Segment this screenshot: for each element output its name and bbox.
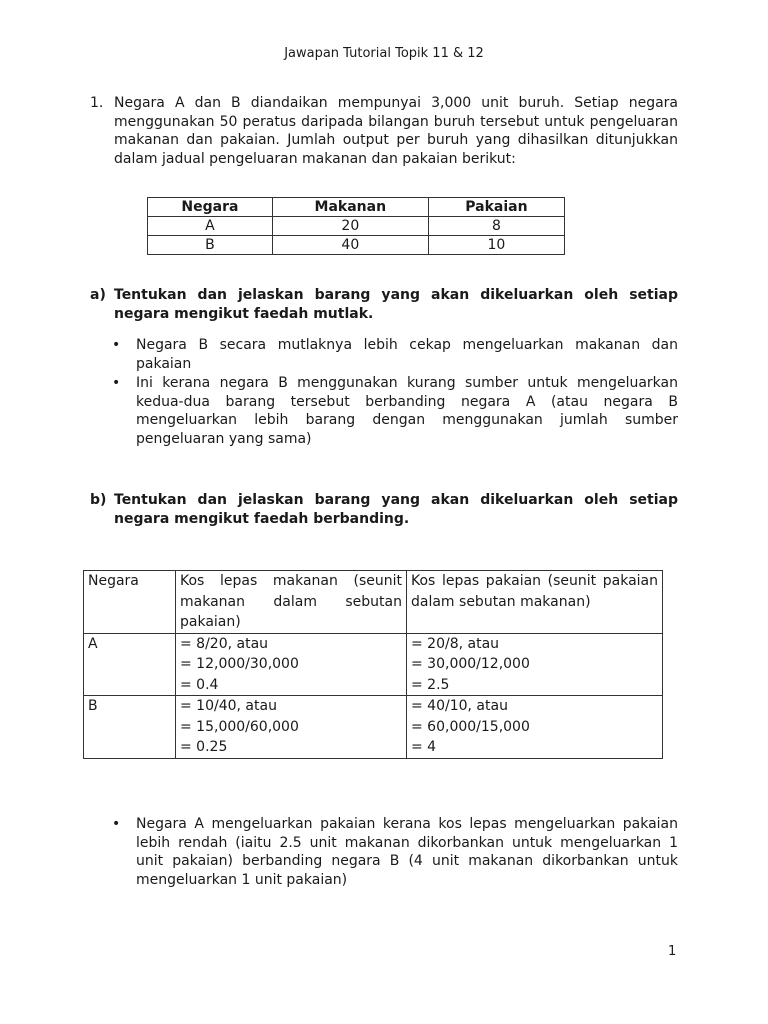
table-row bbox=[148, 236, 565, 255]
table-row bbox=[84, 633, 663, 696]
table-cell: A bbox=[84, 633, 176, 696]
part-a-text: Tentukan dan jelaskan barang yang akan dikeluarkan oleh setiap negara mengikut faedah mutlak. bbox=[114, 287, 678, 322]
table-header-row bbox=[84, 571, 663, 634]
list-item bbox=[112, 374, 678, 448]
cell-line: = 10/40, atau bbox=[180, 698, 277, 714]
header-makanan: Makanan bbox=[272, 198, 428, 217]
table-cell bbox=[407, 633, 663, 696]
opportunity-cost-table bbox=[83, 570, 663, 759]
table-cell: B bbox=[148, 236, 273, 255]
list-item bbox=[112, 336, 678, 373]
cell-line: = 4 bbox=[411, 739, 437, 755]
part-b-label: b) bbox=[90, 492, 107, 508]
header-kos-pakaian: Kos lepas pakaian (seunit pakaian dalam sebutan makanan) bbox=[407, 571, 663, 634]
cell-line: = 0.25 bbox=[180, 739, 228, 755]
bullet-text: Ini kerana negara B menggunakan kurang sumber untuk mengeluarkan kedua-dua barang tersebut berbanding negara A (atau negara B mengeluarkan lebih barang dengan menggunakan jumlah sumber pengeluaran yang sama) bbox=[136, 375, 678, 447]
output-table bbox=[147, 197, 565, 255]
table-cell bbox=[176, 633, 407, 696]
part-b-bullets bbox=[112, 815, 678, 890]
table-row bbox=[84, 696, 663, 759]
part-a-question bbox=[90, 286, 678, 323]
table-row bbox=[148, 217, 565, 236]
part-b-question bbox=[90, 491, 678, 528]
table-cell: 10 bbox=[428, 236, 564, 255]
cell-line: = 60,000/15,000 bbox=[411, 718, 530, 735]
cell-line: = 8/20, atau bbox=[180, 635, 269, 652]
table-cell bbox=[176, 696, 407, 759]
header-negara: Negara bbox=[84, 571, 176, 634]
cell-line: = 30,000/12,000 bbox=[411, 656, 530, 672]
header-negara: Negara bbox=[148, 198, 273, 217]
table-cell: 8 bbox=[428, 217, 564, 236]
table-cell: 20 bbox=[272, 217, 428, 236]
cell-line: = 12,000/30,000 bbox=[180, 656, 299, 672]
cell-line: = 20/8, atau bbox=[411, 635, 500, 652]
header-pakaian: Pakaian bbox=[428, 198, 564, 217]
bullet-icon: • bbox=[112, 337, 121, 353]
part-a-label: a) bbox=[90, 287, 106, 303]
table-cell: 40 bbox=[272, 236, 428, 255]
table-cell: B bbox=[84, 696, 176, 759]
cell-line: = 40/10, atau bbox=[411, 698, 508, 714]
cell-line: = 0.4 bbox=[180, 676, 219, 693]
bullet-icon: • bbox=[112, 375, 121, 391]
question-number: 1. bbox=[90, 95, 104, 111]
cell-line: = 15,000/60,000 bbox=[180, 718, 299, 735]
page-header: Jawapan Tutorial Topik 11 & 12 bbox=[284, 46, 484, 61]
table-cell: A bbox=[148, 217, 273, 236]
bullet-text: Negara A mengeluarkan pakaian kerana kos lepas mengeluarkan pakaian lebih rendah (iaitu 2.5 unit makanan dikorbankan untuk mengeluarkan 1 unit pakaian) berbanding negara B (4 unit makanan dikorbankan untuk mengeluarkan 1 unit pakaian) bbox=[136, 816, 678, 888]
page-number: 1 bbox=[668, 944, 677, 959]
bullet-text: Negara B secara mutlaknya lebih cekap mengeluarkan makanan dan pakaian bbox=[136, 337, 678, 372]
header-kos-makanan: Kos lepas makanan (seunit makanan dalam sebutan pakaian) bbox=[176, 571, 407, 634]
table-cell bbox=[407, 696, 663, 759]
table-header-row bbox=[148, 198, 565, 217]
cell-line: = 2.5 bbox=[411, 676, 450, 693]
part-b-text: Tentukan dan jelaskan barang yang akan dikeluarkan oleh setiap negara mengikut faedah berbanding. bbox=[114, 492, 678, 527]
bullet-icon: • bbox=[112, 816, 121, 832]
question-text: Negara A dan B diandaikan mempunyai 3,000 unit buruh. Setiap negara menggunakan 50 peratus daripada bilangan buruh tersebut untuk pengeluaran makanan dan pakaian. Jumlah output per buruh yang dihasilkan ditunjukkan dalam jadual pengeluaran makanan dan pakaian berikut: bbox=[114, 95, 678, 167]
list-item bbox=[112, 815, 678, 889]
question-1 bbox=[90, 94, 678, 168]
part-a-bullets bbox=[112, 336, 678, 449]
